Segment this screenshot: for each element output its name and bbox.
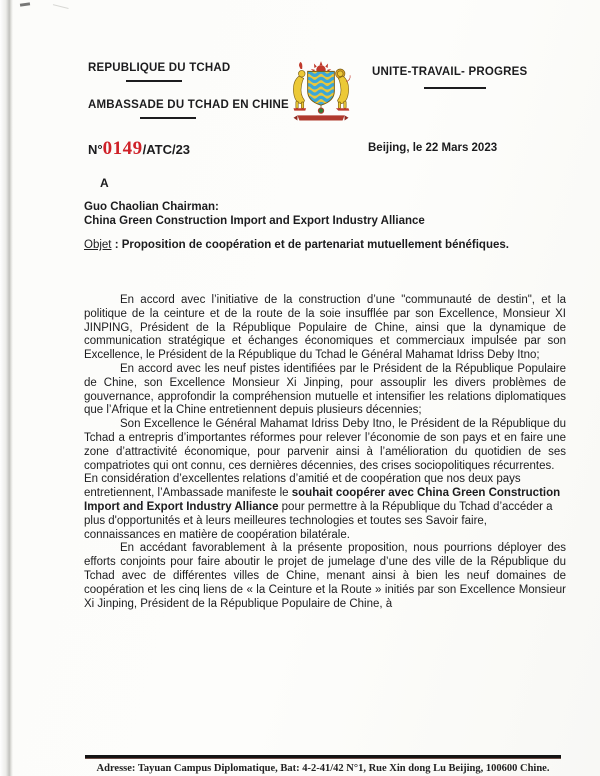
embassy-title: AMBASSADE DU TCHAD EN CHINE (88, 99, 289, 111)
dateline: Beijing, le 22 Mars 2023 (368, 142, 498, 154)
recipient-organization: China Green Construction Import and Export Industry Alliance (84, 215, 425, 227)
national-motto: UNITE-TRAVAIL- PROGRES (372, 66, 528, 78)
salutation: A (100, 176, 109, 190)
fold-mark (51, 4, 68, 15)
letterhead-right (372, 66, 527, 89)
footer-address: Adresse: Tayuan Campus Diplomatique, Bat: 4-2-41/42 N°1, Rue Xin dong Lu Beijing, 100600 Chine. (96, 763, 550, 774)
letter-body (84, 294, 566, 611)
footer-rule (85, 755, 561, 759)
subject-label: Objet (84, 239, 112, 251)
staple-mark (20, 2, 30, 6)
scan-edge-shadow (0, 0, 13, 776)
divider (126, 80, 182, 82)
paragraph-1: En accord avec l’initiative de la construction d’une "communauté de destin", et la politique de la ceinture et de la route de la soie insufflée par son Excellence, Monsieur XI JINPING, Président de la République Populaire de Chine, ainsi que la dynamique de communication stratégique et échanges économiques et commerciaux impulsée par son Excellence, le Président de la République du Tchad le Général Mahamat Idriss Deby Itno; (84, 294, 566, 362)
paragraph-4-bold-partner: souhait coopérer avec China Green Construction Import and Export Industry Alliance (84, 487, 561, 513)
subject-separator: : (111, 239, 122, 251)
ref-prefix: N° (88, 142, 103, 157)
paragraph-4-post: pour permettre à la République du Tchad d’accéder a plus d'opportunités et à leurs meilleures technologies et toutes ses Savoir faire, connaissances en matière de coopération bilatérale. (84, 500, 553, 541)
ref-suffix: /ATC/23 (142, 142, 191, 157)
recipient-name: Guo Chaolian Chairman: (84, 201, 219, 213)
recipient-block (84, 200, 425, 228)
ref-number-stamp: 0149 (102, 138, 143, 159)
subject-text: Proposition de coopération et de partenariat mutuellement bénéfiques. (121, 239, 509, 251)
subject-line (84, 238, 524, 253)
republic-title: REPUBLIQUE DU TCHAD (88, 62, 231, 74)
paragraph-4 (84, 473, 566, 542)
letterhead-left (88, 62, 289, 119)
paragraph-2: En accord avec les neuf pistes identifiées par le Président de la République Populaire de Chine, son Excellence Monsieur Xi Jinping, pour assouplir les divers problèmes de gouvernance, approfondir la compréhension mutuelle et intensifier les relations diplomatiques que l’Afrique et la Chine entretiennent depuis plusieurs décennies; (84, 362, 566, 417)
chad-coat-of-arms-icon (281, 58, 361, 129)
divider (140, 117, 196, 119)
reference-number-line (88, 138, 190, 160)
divider (424, 87, 486, 89)
paragraph-5: En accédant favorablement à la présente proposition, nous pourrions déployer des efforts conjoints pour faire aboutir le projet de jumelage d’une des ville de la République du Tchad avec de différentes villes de Chine, menant ainsi à bien les neuf domaines de coopération et les cinq liens de « la Ceinture et la Route » initiés par son Excellence Monsieur Xi Jinping, Président de la République Populaire de Chine, à (84, 542, 566, 610)
paragraph-3: Son Excellence le Général Mahamat Idriss Deby Itno, le Président de la République du Tchad a entrepris d’importantes réformes pour relever l’économie de son pays et en faire une zone d’attractivité économique, pour parvenir ainsi à l’amélioration du quotidien de ses compatriotes qui ont connu, ces dernières décennies, des crises sociopolitiques récurrentes. (84, 418, 566, 472)
paragraph-4-pre: En considération d’excellentes relations d’amitié et de coopération que nos deux pays entretiennent, l’Ambassade manifeste le (84, 473, 521, 500)
